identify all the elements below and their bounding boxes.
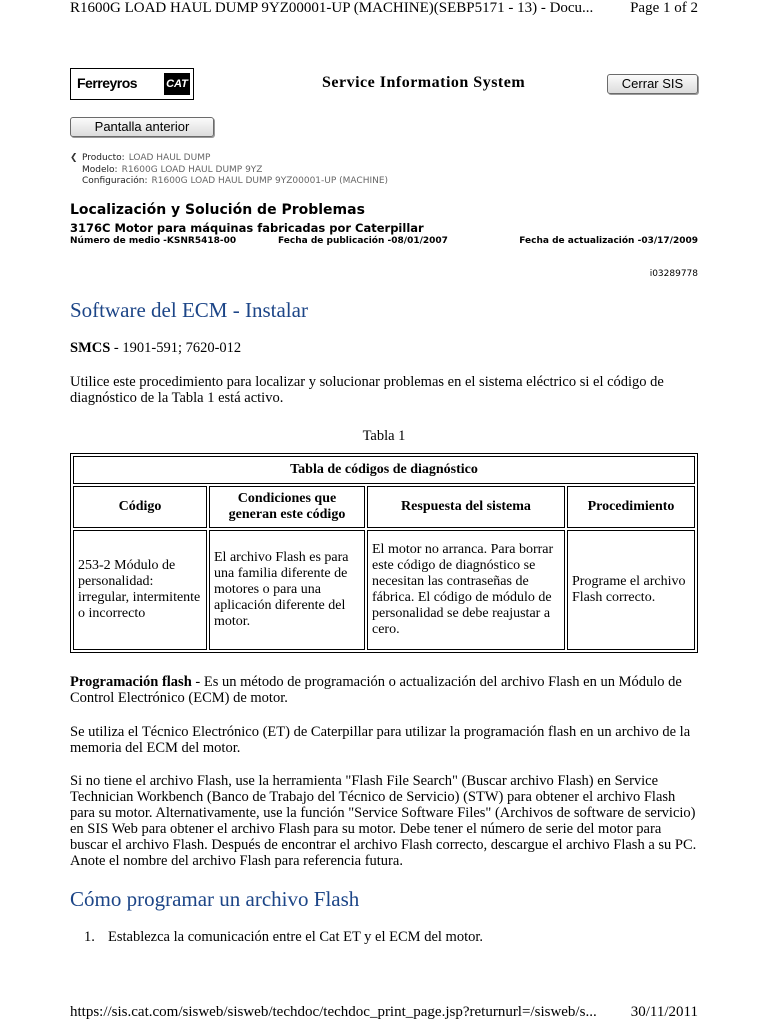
sis-title: Service Information System [322, 74, 526, 91]
smcs-label: SMCS [70, 340, 111, 356]
footer-url: https://sis.cat.com/sisweb/sisweb/techdoc/techdoc_print_page.jsp?returnurl=/sisweb/s... [70, 1004, 597, 1020]
ferreyros-cat-logo [70, 68, 194, 100]
logo-brand: Ferreyros [77, 75, 138, 91]
section-heading-program-flash: Cómo programar un archivo Flash [70, 887, 360, 911]
meta-value: R1600G LOAD HAUL DUMP 9YZ00001-UP (MACHINE) [151, 176, 389, 186]
flash-search-paragraph: Si no tiene el archivo Flash, use la herramienta "Flash File Search" (Buscar archivo Flash) en Service Technician Workbench (Banco de Trabajo del Técnico de Servicio) (STW) para obtener el archivo Flash para su motor. Alternativamente, use la función "Service Software Files" (Archivos de software de servicio) en SIS Web para obtener el archivo Flash para su motor. Debe tener el número de serie del motor para buscar el archivo Flash. Después de encontrar el archivo Flash correcto, descargue el archivo Flash a su PC. Anote el nombre del archivo Flash para referencia futura. [70, 773, 697, 869]
product-meta [70, 153, 388, 188]
list-item [70, 929, 483, 946]
meta-label: Producto: [82, 153, 125, 163]
flash-programming-label: Programación flash [70, 674, 192, 690]
intro-paragraph: Utilice este procedimiento para localizar y solucionar problemas en el sistema eléctrico si el código de diagnóstico de la Tabla 1 está activo. [70, 374, 664, 406]
print-footer [70, 1004, 698, 1022]
publication-date: Fecha de publicación -08/01/2007 [278, 236, 448, 246]
flash-programming-paragraph [70, 674, 702, 706]
step-number: 1. [84, 929, 95, 945]
steps-list [70, 929, 483, 946]
smcs-value: - 1901-591; 7620-012 [110, 340, 242, 356]
meta-value: R1600G LOAD HAUL DUMP 9YZ [121, 164, 263, 175]
table-title-row [73, 456, 695, 484]
column-header: Procedimiento [567, 486, 695, 528]
smcs-line [70, 340, 702, 356]
column-header: Condiciones que generan este código [209, 486, 365, 528]
table-cell: El archivo Flash es para una familia diferente de motores o para una aplicación diferente del motor. [209, 530, 365, 650]
document-subtitle: 3176C Motor para máquinas fabricadas por Caterpillar [70, 221, 424, 235]
meta-row-product [70, 153, 388, 165]
column-header: Código [73, 486, 207, 528]
table-title: Tabla de códigos de diagnóstico [73, 456, 695, 484]
flash-programming-text: - Es un método de programación o actualización del archivo Flash en un Módulo de Control Electrónico (ECM) de motor. [70, 674, 682, 706]
back-arrow-icon[interactable]: ❮ [70, 153, 78, 163]
print-header-title: R1600G LOAD HAUL DUMP 9YZ00001-UP (MACHINE)(SEBP5171 - 13) - Docu... [70, 0, 594, 16]
column-header: Respuesta del sistema [367, 486, 565, 528]
meta-label: Modelo: [82, 164, 118, 175]
section-heading-install: Software del ECM - Instalar [70, 298, 308, 322]
step-text: Establezca la comunicación entre el Cat ET y el ECM del motor. [108, 929, 483, 945]
meta-row-config [70, 176, 388, 188]
update-date: Fecha de actualización -03/17/2009 [519, 236, 698, 246]
media-number: Número de medio -KSNR5418-00 [70, 236, 237, 246]
diagnostic-code-table [70, 453, 698, 653]
print-header-page: Page 1 of 2 [630, 0, 698, 16]
meta-label: Configuración: [82, 176, 148, 186]
table-cell: 253-2 Módulo de personalidad: irregular, intermitente o incorrecto [73, 530, 207, 650]
table-header-row [73, 486, 695, 528]
table-row [73, 530, 695, 650]
print-header [70, 0, 698, 20]
document-id: i03289778 [649, 269, 698, 279]
table-cell: El motor no arranca. Para borrar este código de diagnóstico se necesitan las contraseñas de fábrica. El código de módulo de personalidad se debe reajustar a cero. [367, 530, 565, 650]
meta-row-model [70, 165, 388, 177]
table-cell: Programe el archivo Flash correcto. [567, 530, 695, 650]
meta-value: LOAD HAUL DUMP [128, 153, 211, 163]
et-paragraph: Se utiliza el Técnico Electrónico (ET) de Caterpillar para utilizar la programación flash en un archivo de la memoria del ECM del motor. [70, 724, 691, 756]
table-caption: Tabla 1 [362, 428, 406, 444]
document-title: Localización y Solución de Problemas [70, 202, 365, 218]
close-sis-button[interactable]: Cerrar SIS [607, 74, 698, 94]
footer-date: 30/11/2011 [630, 1004, 698, 1020]
cat-logo-icon: CAT [164, 73, 190, 95]
previous-screen-button[interactable]: Pantalla anterior [70, 117, 214, 137]
